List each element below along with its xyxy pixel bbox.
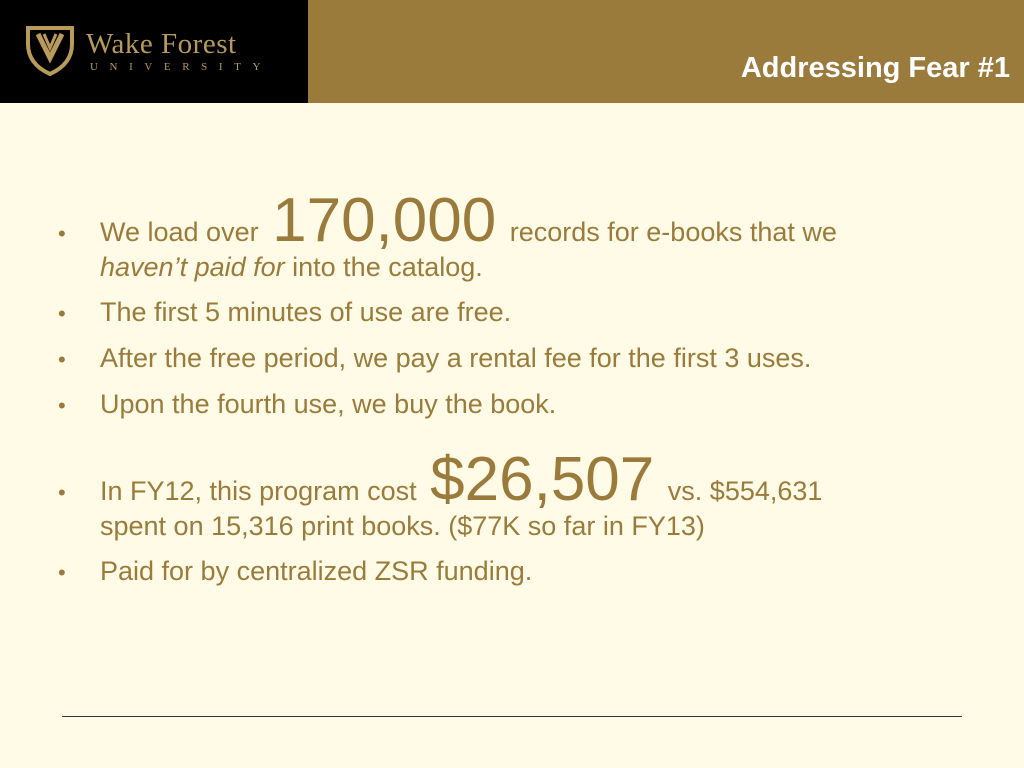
bullet-text: vs. $554,631 bbox=[667, 476, 823, 506]
highlight-number: 170,000 bbox=[272, 186, 497, 255]
bullet-text: Upon the fourth use, we buy the book. bbox=[100, 389, 557, 419]
bullet-text: After the free period, we pay a rental fee for the first 3 uses. bbox=[100, 343, 812, 373]
bullet-text: In FY12, this program cost bbox=[100, 476, 417, 506]
bullet-marker: • bbox=[58, 393, 66, 418]
bullet-item bbox=[58, 297, 958, 329]
logo bbox=[0, 0, 308, 103]
bullet-item bbox=[58, 186, 958, 283]
slide-title: Addressing Fear #1 bbox=[740, 52, 1010, 84]
bullet-text: into the catalog. bbox=[292, 252, 483, 282]
bullet-item bbox=[58, 445, 958, 542]
bullet-marker: • bbox=[58, 480, 66, 505]
bullet-marker: • bbox=[58, 347, 66, 372]
bullet-text: records for e-books that we bbox=[509, 217, 837, 247]
header-bar bbox=[0, 0, 1024, 103]
bullet-item bbox=[58, 389, 958, 421]
bullet-marker: • bbox=[58, 560, 66, 585]
bullet-marker: • bbox=[58, 221, 66, 246]
bullet-marker: • bbox=[58, 301, 66, 326]
bullet-text: Paid for by centralized ZSR funding. bbox=[100, 556, 533, 586]
bullet-list bbox=[58, 186, 958, 602]
bullet-text: spent on 15,316 print books. ($77K so far in FY13) bbox=[100, 511, 705, 541]
footer-divider bbox=[62, 716, 962, 717]
bullet-item bbox=[58, 556, 958, 588]
bullet-text: The first 5 minutes of use are free. bbox=[100, 297, 512, 327]
bullet-item bbox=[58, 343, 958, 375]
bullet-text: We load over bbox=[100, 217, 259, 247]
highlight-number: $26,507 bbox=[430, 445, 655, 514]
logo-wordmark: Wake Forest bbox=[86, 28, 237, 60]
shield-logo-icon bbox=[24, 24, 76, 76]
logo-subtitle: UNIVERSITY bbox=[90, 61, 272, 73]
emphasis-text: haven’t paid for bbox=[100, 252, 285, 282]
